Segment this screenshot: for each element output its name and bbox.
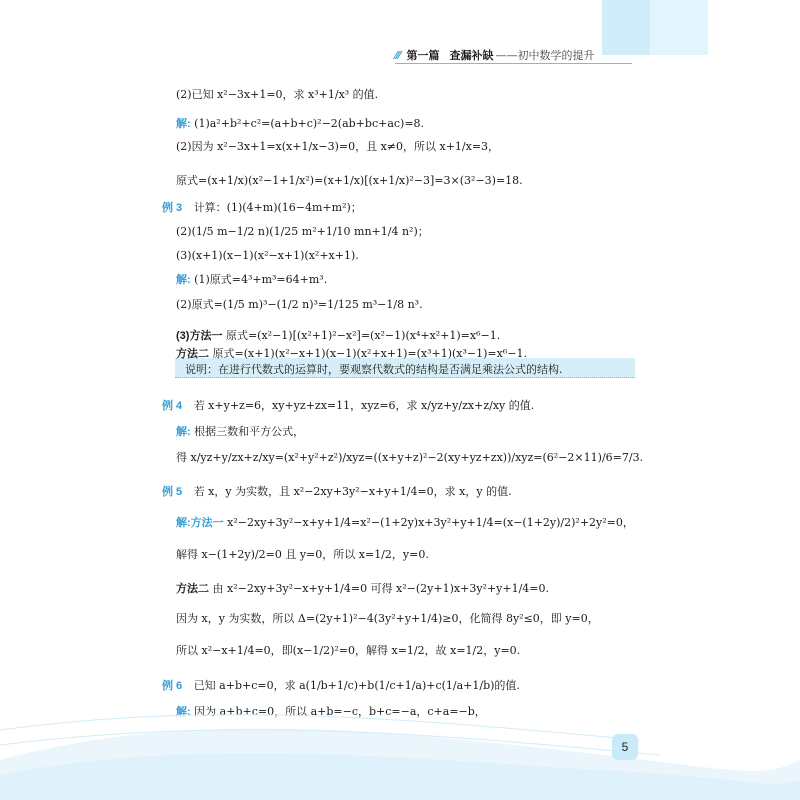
example-label: 例 4 bbox=[162, 400, 183, 412]
solution-label: 方法二 bbox=[176, 583, 209, 595]
text-line bbox=[176, 327, 500, 343]
line-text: 计算：(1)(4+m)(16−4m+m²)； bbox=[193, 201, 362, 214]
line-text: 若 x+y+z=6，xy+yz+zx=11，xyz=6，求 x/yz+y/zx+z/xy 的值. bbox=[193, 399, 535, 412]
line-text: 解得 x−(1+2y)/2=0 且 y=0，所以 x=1/2，y=0. bbox=[176, 548, 429, 561]
header-rule bbox=[395, 63, 632, 64]
solution-label: 方法二 bbox=[176, 348, 209, 360]
text-line bbox=[176, 271, 327, 287]
line-text: (2)因为 x²−3x+1=x(x+1/x−3)=0，且 x≠0，所以 x+1/x=3， bbox=[176, 140, 500, 153]
solution-label: (3)方法一 bbox=[176, 330, 223, 342]
header-part: 第一篇 bbox=[406, 50, 440, 62]
line-text: 因为 x，y 为实数，所以 Δ=(2y+1)²−4(3y²+y+1/4)≥0，化简得 8y²≤0，即 y=0， bbox=[176, 612, 599, 625]
line-text: 由 x²−2xy+3y²−x+y+1/4=0 可得 x²−(2y+1)x+3y²+y+1/4=0. bbox=[212, 582, 550, 595]
text-line bbox=[176, 86, 378, 102]
text-line bbox=[162, 483, 512, 499]
text-line bbox=[176, 249, 359, 262]
header-subtitle: ——初中数学的提升 bbox=[495, 49, 595, 62]
solution-label: 解: bbox=[176, 706, 191, 718]
header-ornament-icon: ⁄⁄⁄ bbox=[395, 48, 401, 62]
example-label: 例 3 bbox=[162, 202, 183, 214]
line-text: x²−2xy+3y²−x+y+1/4=x²−(1+2y)x+3y²+y+1/4=(x−(1+2y)/2)²+2y²=0， bbox=[227, 516, 634, 529]
note-text: 说明：在进行代数式的运算时，要观察代数式的结构是否满足乘法公式的结构. bbox=[185, 363, 563, 376]
solution-label: 解: bbox=[176, 426, 191, 438]
text-line bbox=[176, 610, 599, 626]
text-line bbox=[176, 345, 527, 361]
text-line bbox=[176, 296, 423, 312]
decorative-wave bbox=[0, 690, 800, 800]
line-text: 已知 a+b+c=0，求 a(1/b+1/c)+b(1/c+1/a)+c(1/a+1/b)的值. bbox=[193, 679, 520, 692]
line-text: 原式=(x²−1)[(x²+1)²−x²]=(x²−1)(x⁴+x²+1)=x⁶−1. bbox=[225, 329, 501, 342]
text-line bbox=[176, 580, 549, 596]
text-line bbox=[162, 199, 362, 215]
line-text: 得 x/yz+y/zx+z/xy=(x²+y²+z²)/xyz=((x+y+z)²−2(xy+yz+zx))/xyz=(6²−2×11)/6=7/3. bbox=[176, 451, 644, 464]
example-label: 例 5 bbox=[162, 486, 183, 498]
text-line bbox=[176, 423, 304, 439]
text-line bbox=[176, 115, 424, 131]
example-label: 例 6 bbox=[162, 680, 183, 692]
solution-label: 解:方法一 bbox=[176, 517, 224, 529]
header-title: 查漏补缺 bbox=[449, 50, 494, 62]
solution-label: 解: bbox=[176, 118, 191, 130]
line-text: (2)(1/5 m−1/2 n)(1/25 m²+1/10 mn+1/4 n²)； bbox=[176, 225, 429, 238]
text-line bbox=[162, 397, 534, 413]
line-text: (2)原式=(1/5 m)³−(1/2 n)³=1/125 m³−1/8 n³. bbox=[176, 298, 423, 311]
text-line bbox=[176, 642, 520, 658]
page-number: 5 bbox=[612, 734, 638, 760]
line-text: (2)已知 x²−3x+1=0，求 x³+1/x³ 的值. bbox=[176, 88, 379, 101]
line-text: 若 x，y 为实数，且 x²−2xy+3y²−x+y+1/4=0，求 x，y 的值. bbox=[193, 485, 512, 498]
line-text: 原式=(x+1)(x²−x+1)(x−1)(x²+x+1)=(x³+1)(x³−1)=x⁶−1. bbox=[212, 347, 527, 360]
line-text: 所以 x²−x+1/4=0，即(x−1/2)²=0，解得 x=1/2，故 x=1/2，y=0. bbox=[176, 644, 521, 657]
line-text: (1)a²+b²+c²=(a+b+c)²−2(ab+bc+ac)=8. bbox=[194, 117, 425, 130]
text-line bbox=[176, 514, 634, 530]
header-corner-block-light bbox=[650, 0, 708, 55]
line-text: (3)(x+1)(x−1)(x²−x+1)(x²+x+1). bbox=[176, 249, 359, 262]
line-text: 根据三数和平方公式， bbox=[194, 425, 305, 438]
solution-label: 解: bbox=[176, 274, 191, 286]
text-line bbox=[176, 223, 429, 239]
text-line bbox=[176, 449, 643, 465]
text-line bbox=[176, 138, 499, 154]
text-line bbox=[176, 546, 429, 562]
line-text: (1)原式=4³+m³=64+m³. bbox=[194, 273, 328, 286]
line-text: 原式=(x+1/x)(x²−1+1/x²)=(x+1/x)[(x+1/x)²−3]=3×(3²−3)=18. bbox=[176, 174, 523, 187]
text-line bbox=[176, 172, 523, 188]
line-text: 因为 a+b+c=0，所以 a+b=−c，b+c=−a，c+a=−b， bbox=[194, 705, 486, 718]
